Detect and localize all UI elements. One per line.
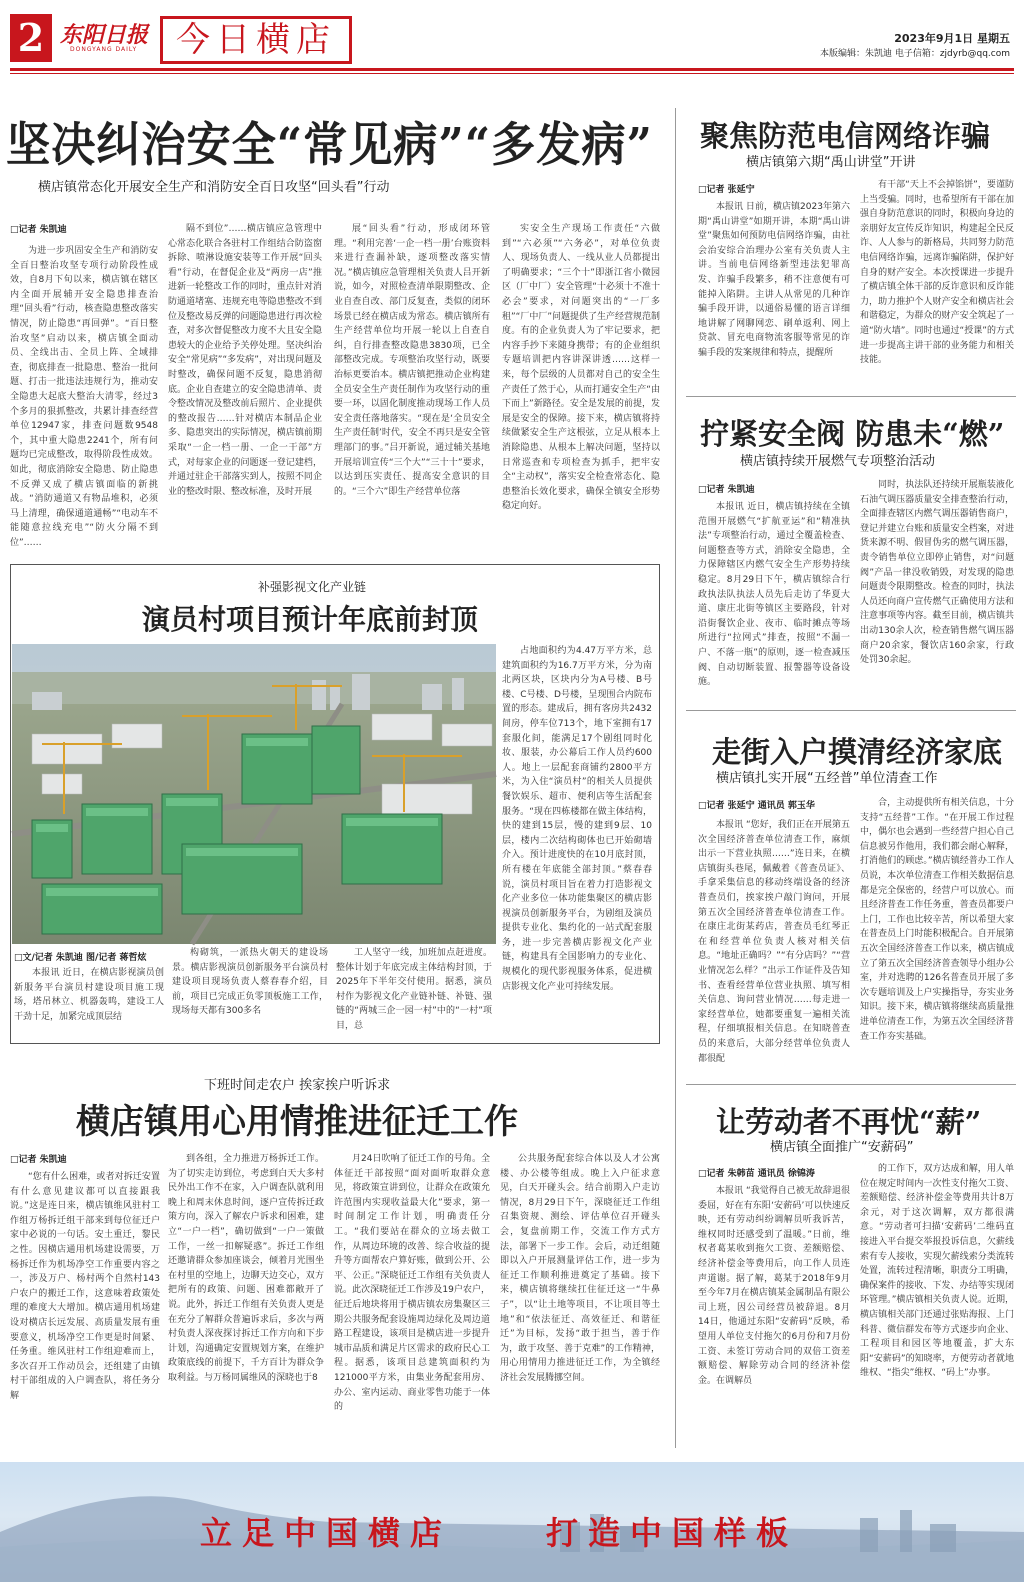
gas-column-2: 同时，执法队还持续开展瓶装液化石油气调压器质量安全排查整治行动，全面排查辖区内燃气调压器销售商户，登记并建立台账和质量安全档案，对进货来源不明、假冒伪劣的燃气调压器，责令销售单位立即停止销售，对“问题阀”产品一律没收销毁，对发现的隐患问题责令限期整改。检查的同时，执法人员还向商户宣传燃气正确使用方法和注意事项等内容。截至目前，横店镇共出动130余人次，检查销售燃气调压器商户20余家，餐饮店160余家，行政处罚30余起。 xyxy=(860,480,1014,666)
lead-column-2: 隔不到位”……横店镇应急管理中心常态化联合各驻村工作组结合防盗窗拆除、喷淋设施安装等工作开展“回头看”行动，在督促企业及“两房一店”推进新一轮整改工作的同时，重点针对消防通道堵塞、违规充电等隐患整改不到位及整改易反弹的问题隐患进行再次检查，对多次督促整改力度不大且安全隐患较大的企业给予关停处理。坚决纠治安全“常见病”“多发病”，对出现问题及时整改，确保问题不反复，隐患消彻底。企业自查建立的安全隐患清单、责令整改情况及整改前后照片、企业提供的整改报告……针对横店本制品企业多、隐患突出的实际情况，横店镇前期采取“一企一档一册、一企一干部”方式，对每家企业的问题逐一登记建档，并通过驻企干部落实到人，按照不同企业的整改时限、整改标准，及时开展 xyxy=(168,224,322,497)
construction-site-photo[interactable] xyxy=(12,644,496,944)
film-kicker: 补强影视文化产业链 xyxy=(258,580,367,594)
census-column-2: 合，主动提供所有相关信息，十分支持“五经普”工作。“在开展工作过程中，偶尔也会遇到一些经营户担心自己信息被另作他用，我们都会耐心解释，打消他们的顾虑。”横店镇经普办工作人员说，本次单位清查工作相关数据信息都是完全保密的，经营户可以放心。而且经济普查工作任务重，普查员都要户上门，工作也比较辛苦，所以希望大家在普查员上门时能积极配合。自开展第五次全国经济普查工作以来，横店镇成立了第五次全国经济普查领导小组办公室，并对选聘的126名普查员开展了多次专题培训及上户实操指导，夯实业务知识。接下来，横店镇将继续高质量推进单位清查工作，为第五次全国经济普查工作夯实基础。 xyxy=(860,798,1014,1042)
wage-headline[interactable]: 让劳动者不再忧“薪” xyxy=(716,1105,982,1139)
wage-column-1: 本报讯 “我觉得自己被无故辞退很委屈，好在有东阳‘安薪码’可以快速反映，还有劳动纠纷调解员听我诉苦，维权同时还感受到了温暖。”日前，维权者葛某收到拖欠工资、差额赔偿、经济补偿金等费用后，向工作人员连声道谢。据了解，葛某于2018年9月至今年7月在横店镇某金属制品有限公司上班，因公司经营员被辞退。8月14日，他通过东阳“安薪码”反映，希望用人单位支付拖欠的6月份和7月份工资、未签订劳动合同的双倍工资差额赔偿、解除劳动合同的经济补偿金。在调解员 xyxy=(698,1186,850,1386)
editor-info: 本版编辑：朱凯迪 电子信箱：zjdyrb@qq.com xyxy=(819,49,1010,59)
paper-name: 东阳日报 xyxy=(60,22,149,48)
banner-slogan-left: 立足中国横店 xyxy=(200,1514,453,1552)
section-divider xyxy=(686,396,1016,397)
film-column-1: 本报讯 近日，在横店影视演员创新服务平台演员村建设项目施工现场，塔吊林立、机器轰鸣，建设工人干劲十足，加紧完成顶层结 xyxy=(14,968,164,1022)
lead-byline: □记者 朱凯迪 xyxy=(10,225,67,235)
section-divider xyxy=(686,1084,1016,1085)
gas-column-1: 本报讯 近日，横店镇持续在全镇范围开展燃气“扩航亚运”和“精准执法”专项整治行动，通过全覆盖检查、问题整查等方式，消除安全隐患，全力保障辖区内燃气安全生产形势持续稳定。8月29日下午，横店镇综合行政执法队执法人员先后走访了华夏大道、康庄北街等镇区主要路段，针对沿街餐饮企业、夜市、临时摊点等场所进行“拉网式”排查，按照“不漏一户、不落一瓶”的原则，逐一检查减压阀、自动切断装置、报警器等设备设施。 xyxy=(698,502,850,688)
issue-date: 2023年9月1日 星期五 xyxy=(894,32,1010,45)
column-divider xyxy=(675,108,676,1448)
wage-subtitle: 横店镇全面推广“安薪码” xyxy=(770,1140,914,1155)
relocation-column-3: 月24日吹响了征迁工作的号角。全体征迁干部按照“面对面听取群众意见，将政策宣讲到位，让群众在政策允许范围内实现收益最大化”要求，第一时间制定工作计划，明确责任分工。“我们要站在群众的立场去做工作，从周边环境的改善、综合收益的提升等方面帮农户算好账，做到公开、公平、公正。”深晓征迁工作组有关负责人说。此次深晓征迁工作涉及19户农户，征迁后地块将用于横店镇农房集聚区三期公共服务配套设施周边绿化及周边道路工程建设，该项目是横店进一步提升城市品质和满足片区需求的政府民心工程。据悉，该项目总建筑面积约为121000平方米，由集业务配套用房、办公、室内运动、商业零售功能于一体的 xyxy=(334,1154,490,1413)
film-column-2: 构砌筑，一派热火朝天的建设场景。横店影视演员创新服务平台演员村建设项目现场负责人蔡春春介绍，目前，项目已完成正负零顶板施工工作，现场每天都有300多名 xyxy=(172,948,328,1017)
gas-subtitle: 横店镇持续开展燃气专项整治活动 xyxy=(740,454,936,469)
wage-byline: □记者 朱韩苗 通讯员 徐锦涛 xyxy=(698,1169,815,1179)
bottom-banner xyxy=(0,1462,1024,1582)
lead-subtitle: 横店镇常态化开展安全生产和消防安全百日攻坚“回头看”行动 xyxy=(38,180,390,195)
gas-byline: □记者 朱凯迪 xyxy=(698,485,755,495)
relocation-column-4: 公共服务配套综合体以及人才公寓楼、办公楼等组成。晚上入户征求意见，白天开碰头会。结合前期入户走访情况，8月29日下午，深晓征迁工作组召集资规、测绘、评估单位召开碰头会，复盘前期工作，交流工作方式方法，部署下一步工作。会后，动迁组随即以入户开展测量评估工作，进一步为征迁工作顺利推进奠定了基础。接下来，横店镇将继续扛住征迁这一“牛鼻子”，以“让土地等项目，不让项目等土地”和“依法征迁、高效征迁、和谐征迁”为目标，发扬“敢于担当，善于作为，敢于攻坚、善于克难”的工作精神，用心用情用力推进征迁工作，为全镇经济社会发展腾挪空间。 xyxy=(500,1154,660,1383)
wage-column-2: 的工作下，双方达成和解，用人单位在规定时间内一次性支付拖欠工资、差额赔偿、经济补偿金等费用共计8万余元，对于这次调解，双方都很满意。“劳动者可扫描‘安薪码’二维码直接进入平台提交举报投诉信息，欠薪线索有专人接收，实现欠薪线索分类流转处置，流转过程清晰，职责分工明确，确保案件的接收、下发、办结等实现闭环管理。”横店镇相关负责人说。近期，横店镇相关部门还通过张贴海报、上门科普、微信群发布等方式逐步向企业、工程项目和园区等地覆盖，扩大东阳“安薪码”的知晓率，方便劳动者就地维权、“指尖”维权、“码上”办事。 xyxy=(860,1164,1014,1379)
masthead-divider-thin xyxy=(10,73,1014,74)
section-title: 今日横店 xyxy=(160,16,352,64)
paper-name-en: DONGYANG DAILY xyxy=(70,46,138,53)
census-column-1: 本报讯 “您好，我们正在开展第五次全国经济普查单位清查工作，麻烦出示一下营业执照……”连日来，在横店镇街头巷尾，佩戴着《普查员证》、手拿采集信息的移动终端设备的经济普查员们，挨家挨户敲门询问，开展第五次全国经济普查单位清查工作。在康庄北街某药店，普查员毛红琴正在和经营单位负责人核对相关信息。“地址正确吗？”“有分店吗？”“营业情况怎么样？”出示工作证件及告知书、查看经营单位营业执照、填写相关信息、询问营业情况……每走进一家经营单位，她都要重复一遍相关流程，仔细填报相关信息。在知晓普查员的来意后，大部分经营单位负责人都很配 xyxy=(698,820,850,1064)
film-column-3: 工人坚守一线，加班加点赶进度。整体计划于年底完成主体结构封顶，于2025年下半年交付使用。据悉，演员村作为影视文化产业链补链、补链、强链的“两城三企一园一村”中的“一村”项目，总 xyxy=(336,948,492,1031)
page-number: 2 xyxy=(10,14,52,62)
relocation-column-1: “您有什么困难，或者对拆迁安置有什么意见建议都可以直接跟我说。”这是连日来，横店镇维风驻村工作组万杨拆迁组干部来到每位征迁户家中必说的一句话。安土重迁，黎民之性。因横店通用机场建设需要，万杨拆迁作为机场净空工作重要内容之一，涉及万户、杨村两个自然村143户农户的搬迁工作，这意味着政策处理的难度大大增加。横店通用机场建设对横店长远发展、高质量发展有重要意义，机场净空工作更是时间紧、任务重。维风驻村工作组迎难而上，多次召开工作动员会，还组建了由镇村干部组成的入户调查队，将任务分解 xyxy=(10,1172,160,1401)
fraud-headline[interactable]: 聚焦防范电信网络诈骗 xyxy=(700,119,991,153)
relocation-column-2: 到各组，全力推进万杨拆迁工作。为了切实走访到位，考虑到白天大多村民外出工作不在家，入户调查队就利用晚上和周末休息时间，逐户宣传拆迁政策方向，深入了解农户诉求和困难，建立“一户一档”，确切做到“一户一策做工作，一丝一扣解疑惑”。拆迁工作组还邀请群众参加座谈会，倾着月光围坐在村里的空地上，边聊天边交心，双方把所有的政策、问题、困难都敞开了说。此外，拆迁工作组有关负责人更是在充分了解群众普遍诉求后，多次与两村负责人深夜探讨拆迁工作方向和下步计划，沟通确定安置规划方案，在维护政策底线的前提下，千方百计为群众争取利益。与万杨同属维风的深晓也于8 xyxy=(168,1154,324,1383)
fraud-column-1: 本报讯 日前，横店镇2023年第六期“禹山讲堂”如期开讲，本期“禹山讲堂”聚焦如何预防电信网络诈骗，由社会治安综合治理办公室有关负责人主讲。当前电信网络新型违法犯罪高发、诈骗手段繁多，稍不注意便有可能掉入陷阱。主讲人从常见的几种诈骗手段开讲，以通俗易懂的语言详细地讲解了网聊网恋、刷单返利、网上贷款、冒充电商物流客服等常见的诈骗手段的发案规律和特点，提醒所 xyxy=(698,202,850,358)
fraud-subtitle: 横店镇第六期“禹山讲堂”开讲 xyxy=(746,155,916,170)
census-subtitle: 横店镇扎实开展“五经普”单位清查工作 xyxy=(716,771,938,786)
lead-headline[interactable]: 坚决纠治安全“常见病”“多发病” xyxy=(6,118,653,173)
lead-column-4: 实安全生产现场工作责任“六做到”“六必须”“六务必”，对单位负责人、现场负责人、一线从业人员都提出了明确要求；“三个十”即浙江省小微园区（厂中厂）安全管理“十必须十不准十必会”要求，对问题突出的“一厂多租”“厂中厂”问题提供了生产经营规范制度。有的企业负责人为了牢记要求，把内容手抄下来随身携带；有的企业组织专题培训把内容讲深讲透……这样一来，每个层级的人员都对自己的安全生产责任了然于心，从而打通安全生产“由下而上”新路径。安全是发展的前提，发展是安全的保障。接下来，横店镇将持续做紧安全生产这根弦，立足从根本上消除隐患、从根本上解决问题，坚持以日常巡查和专项检查为抓手，把牢安全“主动权”，落实安全检查常态化、隐患整治长效化要求，确保全镇安全形势稳定向好。 xyxy=(502,224,660,512)
relocation-headline[interactable]: 横店镇用心用情推进征迁工作 xyxy=(76,1102,518,1142)
lead-column-3: 展“回头看”行动，形成闭环管理。“利用完善‘一企一档一册’台账资料来进行查漏补缺，逐项整改落实情况。”横店镇应急管理相关负责人吕开新说，如今，对照检查清单限期整改、企业自查自改、部门反复查，类似的闭环场景已经在横店成为常态。横店镇所有生产经营单位均开展一轮以上自查自纠，自行排查整改隐患3830项，已全部整改完成。专项整治攻坚行动，既要治标更要治本。横店镇把推动企业构建全员安全生产责任制作为攻坚行动的重要一环，以固化制度推动现场工作人员安全责任落地落实。“现在是‘全员安全生产责任制’时代，安全不再只是安全管理部门的事。”吕开新说，通过辅关基地开展培训宣传“三个大”“三十十”要求，以达到压实责任、提高安全意识的目的。“三个六”即生产经营单位落 xyxy=(334,224,490,497)
fraud-byline: □记者 张延宁 xyxy=(698,185,755,195)
fraud-column-2: 有干部“天上不会掉馅饼”，要谨防上当受骗。同时，也希望所有干部在加强自身防范意识的同时，积极向身边的亲朋好友宣传反诈知识，构建起全民反诈、人人参与的新格局，共同努力防范电信网络诈骗，远离诈骗陷阱，保护好自身的财产安全。本次授课进一步提升了横店镇全体干部的反诈意识和反诈能力，助力推护个人财产安全和横店社会和谐稳定，为群众的财产安全筑起了一道“防火墙”。同时也通过“授课”的方式进一步提高主讲干部的业务能力和相关技能。 xyxy=(860,180,1014,366)
film-byline: □文/记者 朱凯迪 图/记者 蒋哲炫 xyxy=(14,953,147,963)
masthead-divider xyxy=(10,68,1014,71)
banner-slogan-right: 打造中国样板 xyxy=(546,1514,799,1552)
census-headline[interactable]: 走街入户摸清经济家底 xyxy=(712,735,1003,769)
lead-column-1: 为进一步巩固安全生产和消防安全百日整治攻坚专项行动阶段性成效，自8月下旬以来，横店镇在辖区内全面开展辅开安全隐患排查治理“回头看”行动，核查隐患整改落实情况，防止隐患“再回弹”。“百日整治攻坚”启动以来，横店镇全面动员、全线出击、全员上阵、全域排查，彻底排查一批隐患、整治一批问题、打击一批违法违规行为，推动安全隐患大起底大整治大清零，经过3个多月的狠抓整改，共累计排查经营单位12947家，排查问题数9548个，其中重大隐患2241个，所有问题均已完成整改，取得阶段性成效。如此，彻底消除安全隐患、防止隐患不反弹又成了横店镇面临的新挑战。“消防通道又有物品堆积，必须马上清理，确保通道通畅”“电动车不能随意拉线充电”“防火分隔不到位”…… xyxy=(10,246,158,548)
section-divider xyxy=(686,710,1016,711)
census-byline: □记者 张延宁 通讯员 郭玉华 xyxy=(698,801,815,811)
relocation-byline: □记者 朱凯迪 xyxy=(10,1155,67,1165)
film-headline[interactable]: 演员村项目预计年底前封顶 xyxy=(142,603,479,636)
relocation-kicker: 下班时间走农户 挨家挨户听诉求 xyxy=(204,1078,391,1093)
film-right-column: 占地面积约为4.47万平方米，总建筑面积约为16.7万平方米，分为南北两区块，区块内分为A号楼、B号楼、C号楼、D号楼，呈现围合内院布置的形态。建成后，拥有客房共2432间房，停车位713个，地下室拥有17套服化间，能满足17个剧组同时化妆、服装，办公幕后工作人员约600人。地上一层配套商铺约2800平方米，为入住“演员村”的相关人员提供餐饮娱乐、超市、便利店等生活配套服务。“现在四栋楼都在做主体结构，快的建到15层，慢的建到9层、10层，楼内二次结构砌体也已开始砌墙介入。预计进度快的在10月底封顶，所有楼在年底能全部封顶。”蔡春春说，演员村项目旨在着力打造影视文化产业多位一体功能集聚区的横店影视演员创新服务平台，为剧组及演员提供专业化、集约化的一站式配套服务，进一步完善横店影视文化产业链，构建具有全国影响力的专业化、规模化的现代影视服务体系，促进横店影视文化产业可持续发展。 xyxy=(502,646,652,992)
gas-headline[interactable]: 拧紧安全阀 防患未“燃” xyxy=(700,417,1005,451)
